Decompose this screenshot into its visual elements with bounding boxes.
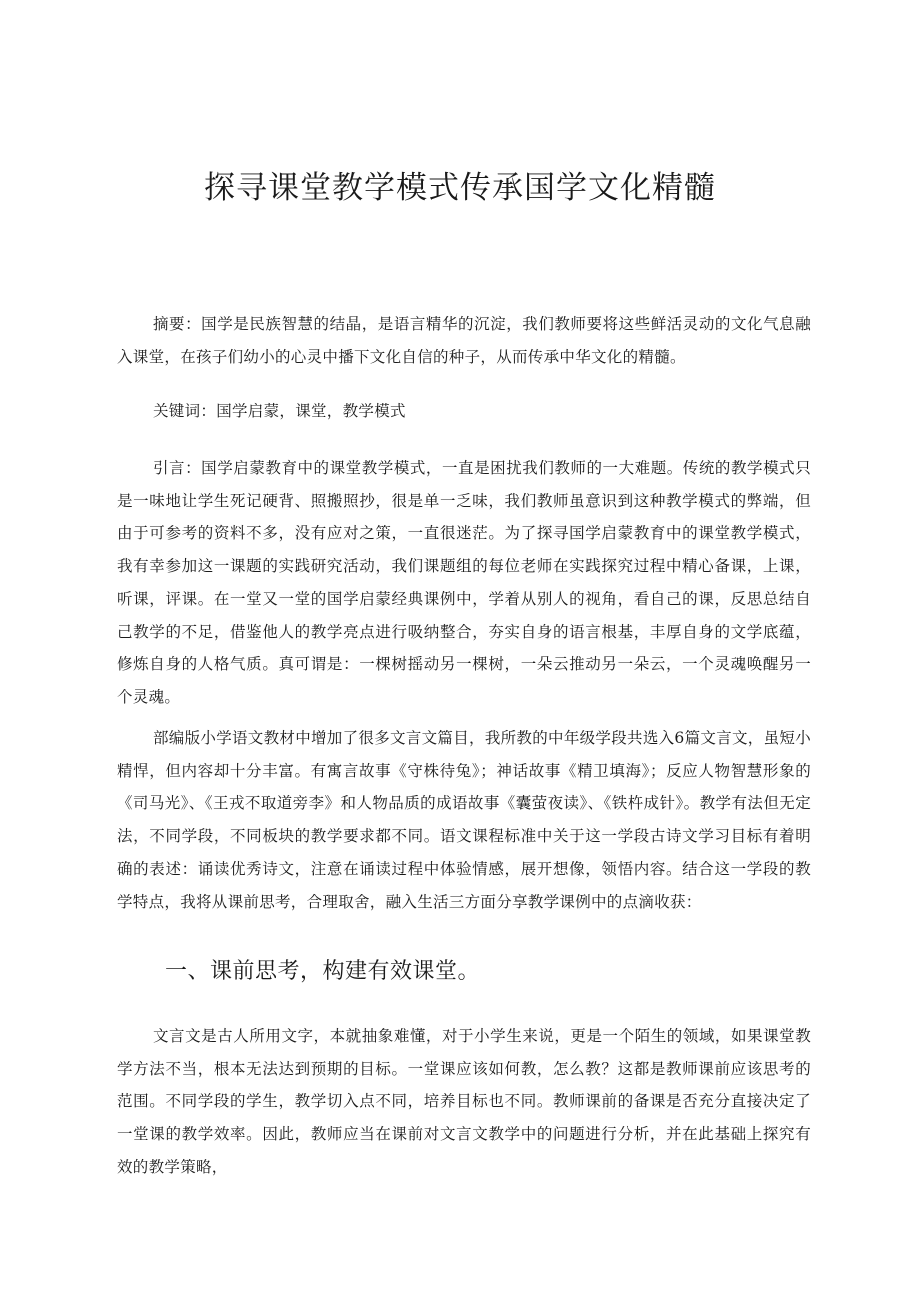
body-paragraph: 文言文是古人所用文字，本就抽象难懂，对于小学生来说，更是一个陌生的领域，如果课堂教学方法不当，根本无法达到预期的目标。一堂课应该如何教，怎么教？这都是教师课前应该思考的范围。不同学段的学生，教学切入点不同，培养目标也不同。教师课前的备课是否充分直接决定了一堂课的教学效率。因此，教师应当在课前对文言文教学中的问题进行分析，并在此基础上探究有效的教学策略， <box>117 1027 811 1176</box>
keywords-paragraph: 关键词：国学启蒙，课堂，教学模式 <box>153 402 406 420</box>
section-heading: 一、课前思考，构建有效课堂。 <box>165 959 481 984</box>
body-paragraph: 部编版小学语文教材中增加了很多文言文篇目，我所教的中年级学段共选入6篇文言文，虽短小精悍，但内容却十分丰富。有寓言故事《守株待兔》；神话故事《精卫填海》；反应人物智慧形象的《司马光》、《王戎不取道旁李》和人物品质的成语故事《囊萤夜读》、《铁杵成针》。教学有法但无定法，不同学段，不同板块的教学要求都不同。语文课程标准中关于这一学段古诗文学习目标有着明确的表述：诵读优秀诗文，注意在诵读过程中体验情感，展开想像，领悟内容。结合这一学段的教学特点，我将从课前思考，合理取舍，融入生活三方面分享教学课例中的点滴收获： <box>117 729 811 911</box>
introduction-paragraph: 引言：国学启蒙教育中的课堂教学模式，一直是困扰我们教师的一大难题。传统的教学模式只是一味地让学生死记硬背、照搬照抄，很是单一乏味，我们教师虽意识到这种教学模式的弊端，但由于可参考的资料不多，没有应对之策，一直很迷茫。为了探寻国学启蒙教育中的课堂教学模式，我有幸参加这一课题的实践研究活动，我们课题组的每位老师在实践探究过程中精心备课，上课，听课，评课。在一堂又一堂的国学启蒙经典课例中，学着从别人的视角，看自己的课，反思总结自己教学的不足，借鉴他人的教学亮点进行吸纳整合，夯实自身的语言根基，丰厚自身的文学底蕴，修炼自身的人格气质。真可谓是：一棵树摇动另一棵树，一朵云推动另一朵云，一个灵魂唤醒另一个灵魂。 <box>117 459 811 706</box>
abstract-paragraph: 摘要：国学是民族智慧的结晶，是语言精华的沉淀，我们教师要将这些鲜活灵动的文化气息融入课堂，在孩子们幼小的心灵中播下文化自信的种子，从而传承中华文化的精髓。 <box>117 315 811 366</box>
document-title: 探寻课堂教学模式传承国学文化精髓 <box>204 170 716 206</box>
